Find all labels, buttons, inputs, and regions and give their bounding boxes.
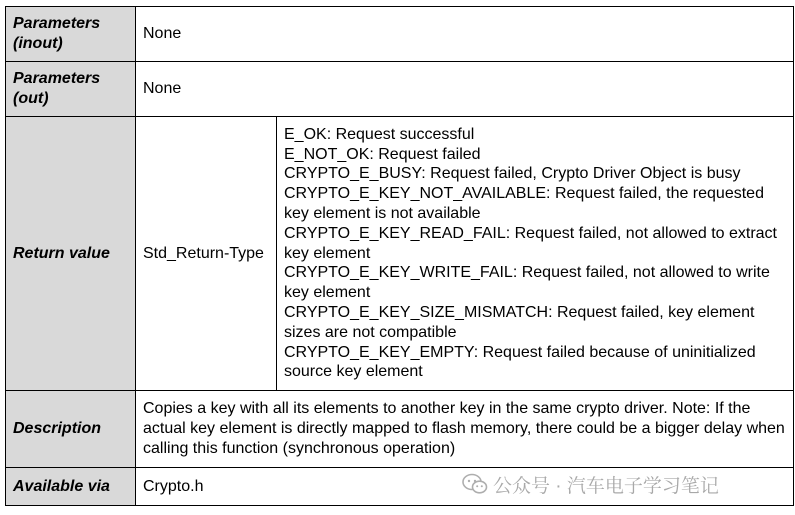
value-parameters-inout: None [136,7,794,62]
label-parameters-out: Parameters (out) [6,62,136,117]
value-parameters-out: None [136,62,794,117]
row-parameters-out [6,62,794,117]
api-spec-table [5,6,794,506]
return-code-e-not-ok: E_NOT_OK: Request failed [284,145,481,163]
row-return-value [6,117,794,391]
watermark-text: 公众号 · 汽车电子学习笔记 [493,475,719,497]
return-code-busy: CRYPTO_E_BUSY: Request failed, Crypto Driver Object is busy [284,165,741,183]
row-description [6,391,794,468]
return-codes [277,117,794,391]
value-description: Copies a key with all its elements to another key in the same crypto driver. Note: If the actual key element is directly mapped to flash memory, there could be a bigger delay when calling this function (synchronous operation) [136,391,794,468]
label-available-via: Available via [6,468,136,506]
label-return-value: Return value [6,117,136,391]
value-available-via: Crypto.h [136,468,794,506]
return-code-key-empty: CRYPTO_E_KEY_EMPTY: Request failed because of uninitialized source key element [284,343,756,381]
return-type: Std_Return-Type [136,117,277,391]
return-code-e-ok: E_OK: Request successful [284,125,475,143]
label-parameters-inout: Parameters (inout) [6,7,136,62]
return-code-key-read-fail: CRYPTO_E_KEY_READ_FAIL: Request failed, not allowed to extract key element [284,224,777,262]
return-code-key-not-available: CRYPTO_E_KEY_NOT_AVAILABLE: Request failed, the requested key element is not available [284,185,764,222]
watermark [462,473,719,495]
return-code-key-size-mismatch: CRYPTO_E_KEY_SIZE_MISMATCH: Request failed, key element sizes are not compatible [284,303,755,341]
row-parameters-inout [6,7,794,62]
wechat-icon [462,473,488,495]
return-code-key-write-fail: CRYPTO_E_KEY_WRITE_FAIL: Request failed, not allowed to write key element [284,264,770,302]
label-description: Description [6,391,136,468]
